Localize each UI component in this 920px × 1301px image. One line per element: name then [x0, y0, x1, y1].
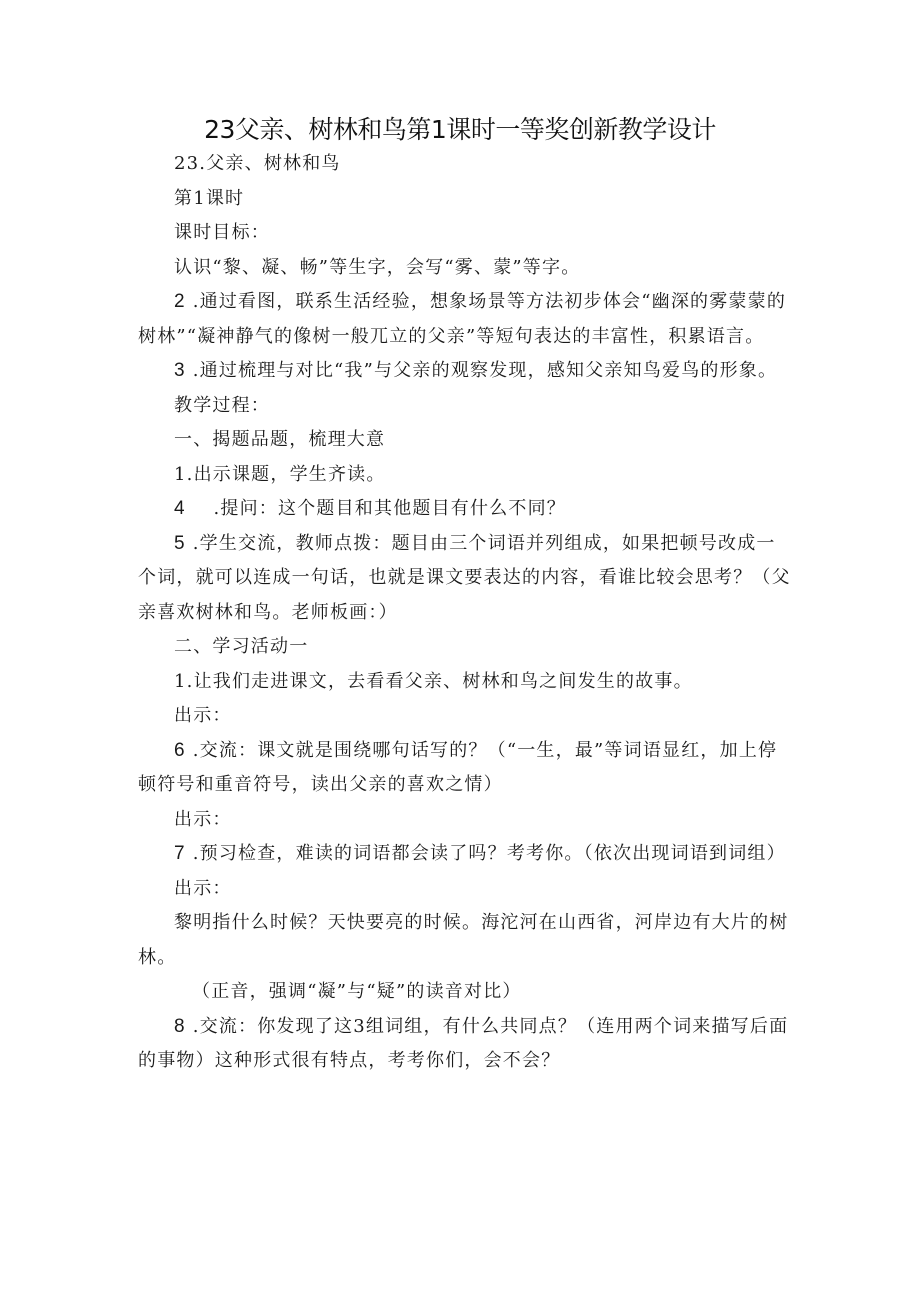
paragraph-number: 6 — [174, 739, 186, 761]
paragraph — [138, 492, 794, 527]
paragraph-text: 出示： — [174, 705, 232, 726]
paragraph-text: .学生交流，教师点拨：题目由三个词语并列组成，如果把顿号改成一个词，就可以连成一句话，也就是课文要表达的内容，看谁比较会思考？（父亲喜欢树林和鸟。老师板画：） — [138, 532, 791, 623]
paragraph — [138, 837, 794, 872]
paragraph-text: 教学过程： — [174, 394, 270, 416]
paragraph-text: 23.父亲、树林和鸟 — [174, 153, 341, 174]
paragraph-text: 二、学习活动一 — [174, 636, 309, 657]
paragraph — [138, 906, 794, 975]
paragraph-text: （正音，强调“凝”与“疑”的读音对比） — [192, 981, 522, 1002]
paragraph-text: 课时目标： — [174, 222, 270, 243]
paragraph-number: 2 — [174, 291, 186, 312]
paragraph — [138, 251, 794, 286]
paragraph-text: 出示： — [174, 808, 232, 830]
paragraph-text: 出示： — [174, 877, 232, 899]
document-title: 23父亲、树林和鸟第1课时一等奖创新教学设计 — [204, 115, 716, 144]
paragraph — [138, 389, 794, 424]
paragraph — [138, 354, 794, 389]
paragraph — [138, 527, 794, 631]
paragraph-number: 3 — [174, 360, 186, 381]
paragraph-number: 7 — [174, 843, 186, 864]
paragraph — [138, 872, 794, 907]
paragraph — [138, 458, 794, 493]
paragraph-number: 4 — [174, 498, 186, 519]
paragraph — [138, 803, 794, 838]
paragraph-text: .交流：课文就是围绕哪句话写的？（“一生，最”等词语显红，加上停顿符号和重音符号，读出父亲的喜欢之情） — [138, 739, 778, 795]
paragraph-number: 8 — [174, 1015, 186, 1037]
paragraph-text: .通过看图，联系生活经验，想象场景等方法初步体会“幽深的雾蒙蒙的树林”“凝神静气的像树一般兀立的父亲”等短句表达的丰富性，积累语言。 — [138, 291, 787, 347]
paragraph-number: 5 — [174, 532, 186, 554]
paragraph-text: 1.出示课题，学生齐读。 — [174, 463, 386, 485]
paragraph-text: 认识“黎、凝、畅”等生字，会写“雾、蒙”等字。 — [174, 256, 581, 278]
paragraph — [138, 147, 794, 182]
paragraph — [138, 423, 794, 458]
paragraph-text: .提问：这个题目和其他题目有什么不同？ — [185, 498, 566, 519]
document-body — [138, 147, 794, 1079]
paragraph — [138, 665, 794, 700]
paragraph — [138, 182, 794, 217]
paragraph — [138, 285, 794, 354]
paragraph — [138, 216, 794, 251]
paragraph — [138, 699, 794, 734]
paragraph-text: 黎明指什么时候？天快要亮的时候。海沱河在山西省，河岸边有大片的树林。 — [138, 912, 789, 968]
paragraph-text: 1.让我们走进课文，去看看父亲、树林和鸟之间发生的故事。 — [174, 670, 693, 692]
paragraph-text: .交流：你发现了这3组词组，有什么共同点？（连用两个词来描写后面的事物）这种形式很有特点，考考你们，会不会？ — [138, 1015, 789, 1071]
paragraph — [138, 1010, 794, 1079]
paragraph — [138, 734, 794, 803]
paragraph-text: .通过梳理与对比“我”与父亲的观察发现，感知父亲知鸟爱鸟的形象。 — [185, 360, 778, 381]
paragraph-text: 一、揭题品题，梳理大意 — [174, 429, 386, 450]
paragraph-text: .预习检查，难读的词语都会读了吗？考考你。（依次出现词语到词组） — [185, 843, 786, 864]
paragraph — [138, 630, 794, 665]
paragraph — [138, 975, 794, 1010]
paragraph-text: 第1课时 — [174, 187, 245, 209]
